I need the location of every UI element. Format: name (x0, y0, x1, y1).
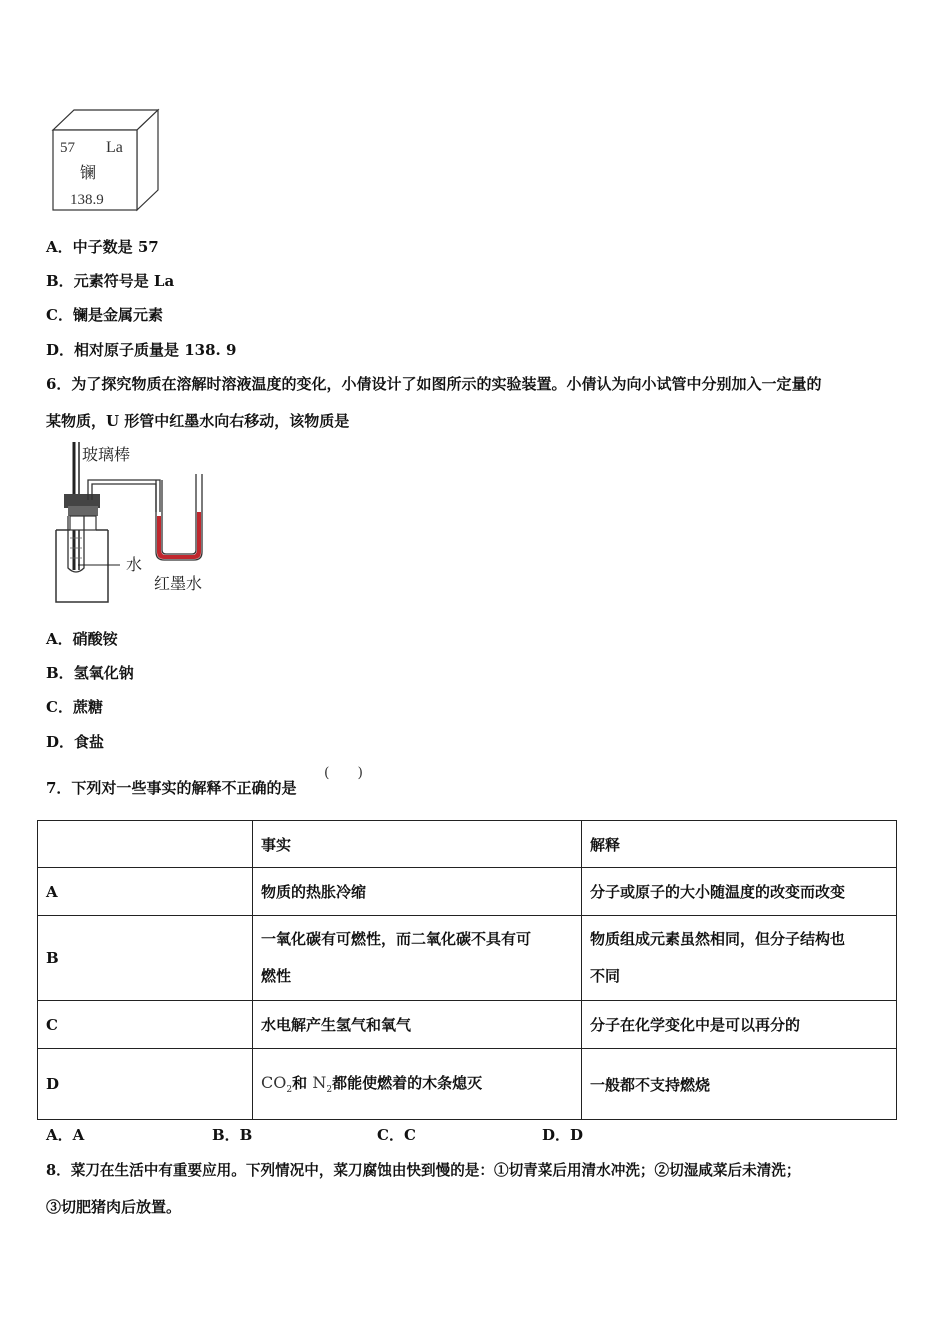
red-ink-fill (157, 512, 201, 559)
table-header-row (38, 821, 897, 868)
red-ink-label: 红墨水 (154, 574, 203, 593)
q6-option-a: A．硝酸铵 (46, 630, 118, 648)
q6-option-d: D．食盐 (46, 733, 105, 751)
q6-option-c: C．蔗糖 (46, 698, 103, 716)
q7-stem: 7．下列对一些事实的解释不正确的是 (46, 779, 297, 797)
q7-answer-bracket: ( ) (324, 765, 363, 781)
row-label: D (38, 1049, 253, 1120)
row-explain: 一般都不支持燃烧 (582, 1049, 897, 1120)
u-tube-apparatus-figure (48, 440, 228, 610)
row-explain: 分子在化学变化中是可以再分的 (582, 1001, 897, 1049)
q6-option-b: B．氢氧化钠 (46, 664, 134, 682)
row-fact: 水电解产生氢气和氧气 (253, 1001, 582, 1049)
table-row (38, 916, 897, 1001)
formula-n2: $N_2$ (312, 1073, 333, 1096)
table-row (38, 1001, 897, 1049)
row-fact: 一氧化碳有可燃性，而二氧化碳不具有可 燃性 (253, 916, 582, 1001)
row-fact: 物质的热胀冷缩 (253, 868, 582, 916)
element-symbol: La (106, 139, 123, 156)
element-mass: 138.9 (70, 192, 104, 208)
glass-rod-label: 玻璃棒 (82, 445, 131, 464)
row-explain: 分子或原子的大小随温度的改变而改变 (582, 868, 897, 916)
q5-option-d: D．相对原子质量是 138. 9 (46, 341, 237, 359)
element-card-lanthanum (48, 106, 163, 216)
row-explain: 物质组成元素虽然相同，但分子结构也 不同 (582, 916, 897, 1001)
element-number: 57 (60, 140, 75, 156)
q8-stem-line2: ③切肥猪肉后放置。 (46, 1198, 182, 1216)
q7-answer-d: D．D (542, 1126, 584, 1144)
q7-answer-b: B．B (212, 1126, 253, 1144)
q8-stem-line1: 8．菜刀在生活中有重要应用。下列情况中，菜刀腐蚀由快到慢的是：①切青菜后用清水冲洗；②切湿咸菜后未清洗； (46, 1162, 801, 1179)
row-label: A (38, 868, 253, 916)
row-label: C (38, 1001, 253, 1049)
element-name: 镧 (80, 163, 97, 182)
table-header-blank (38, 821, 253, 868)
table-row (38, 868, 897, 916)
q6-stem-line2: 某物质，U 形管中红墨水向右移动，该物质是 (46, 412, 350, 430)
q6-stem-line1: 6．为了探究物质在溶解时溶液温度的变化，小倩设计了如图所示的实验装置。小倩认为向小试管中分别加入一定量的 (46, 375, 822, 393)
row-fact: $CO_2$和 $N_2$都能使燃着的木条熄灭 (253, 1049, 582, 1120)
q7-facts-table (37, 820, 897, 1120)
q5-option-b: B．元素符号是 La (46, 272, 175, 290)
q5-option-c: C．镧是金属元素 (46, 306, 163, 324)
table-header-fact: 事实 (253, 821, 582, 868)
table-header-explain: 解释 (582, 821, 897, 868)
row-label: B (38, 916, 253, 1001)
q5-option-a: A．中子数是 57 (46, 238, 159, 256)
water-label: 水 (126, 555, 143, 574)
table-row (38, 1049, 897, 1120)
q7-answer-a: A．A (46, 1126, 85, 1144)
formula-co2: $CO_2$ (261, 1073, 293, 1096)
q7-answer-c: C．C (377, 1126, 416, 1144)
